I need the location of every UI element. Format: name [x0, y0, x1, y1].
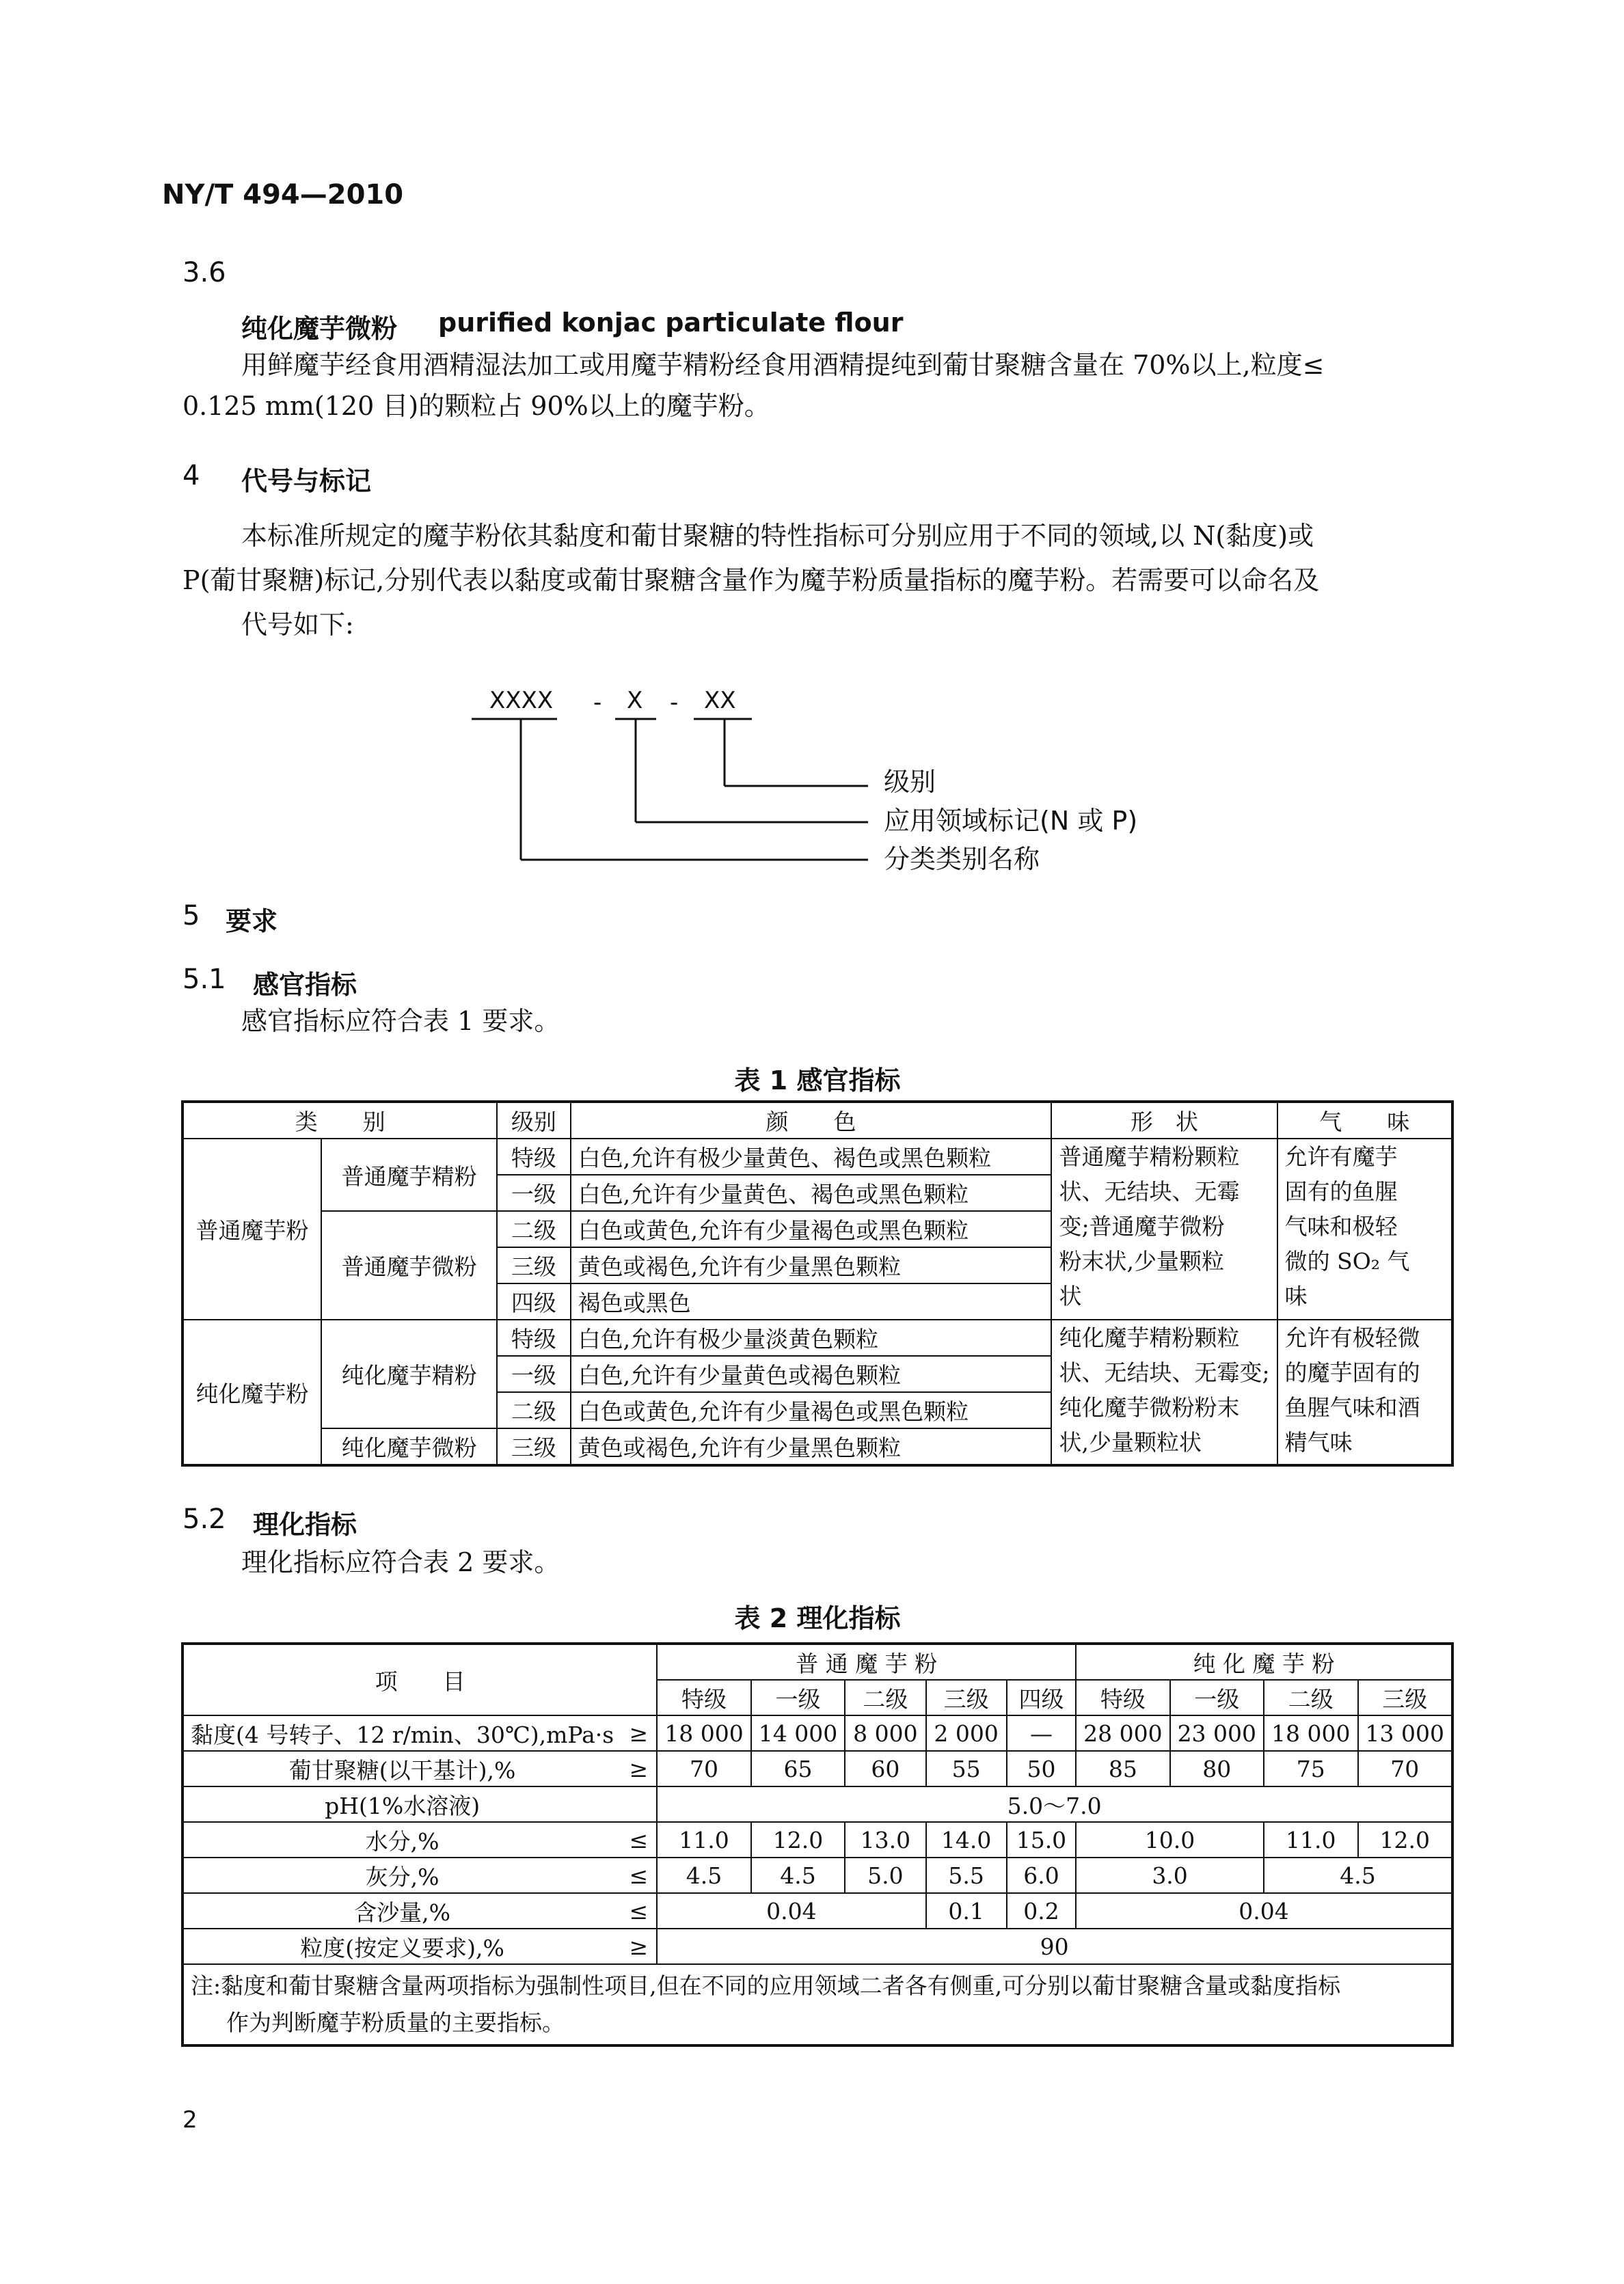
t1-shape-ordinary — [1051, 1139, 1277, 1320]
term-english: purified konjac particulate flour — [438, 308, 904, 338]
t1-color: 白色,允许有极少量淡黄色颗粒 — [571, 1320, 1052, 1356]
t2-row-symbol — [621, 1786, 657, 1822]
t1-sub-ordinary-refined: 普通魔芋精粉 — [321, 1139, 497, 1211]
label-class: 分类类别名称 — [884, 844, 1040, 874]
section-number-5-1: 5.1 — [182, 964, 226, 995]
t1-shape-ordinary-line: 状、无结块、无霉 — [1059, 1178, 1240, 1205]
section-text-5-2: 理化指标应符合表 2 要求。 — [241, 1547, 560, 1577]
code-segment-class: XXXX — [489, 687, 554, 714]
t2-grade-header: 三级 — [926, 1680, 1007, 1715]
t1-shape-purified-line: 纯化魔芋精粉颗粒 — [1059, 1324, 1240, 1351]
t1-shape-purified-line: 状、无结块、无霉变; — [1059, 1359, 1270, 1386]
section-number-5: 5 — [182, 900, 200, 932]
t2-cell: 18 000 — [1264, 1715, 1357, 1751]
t1-color: 白色,允许有少量黄色或褐色颗粒 — [571, 1356, 1052, 1392]
t1-smell-purified — [1277, 1320, 1452, 1465]
t1-shape-ordinary-line: 普通魔芋精粉颗粒 — [1059, 1143, 1240, 1170]
t2-cell: 15.0 — [1007, 1822, 1076, 1858]
t2-cell: 14 000 — [751, 1715, 845, 1751]
section-text-5-1: 感官指标应符合表 1 要求。 — [241, 1006, 560, 1036]
t2-cell-merged: 90 — [657, 1929, 1452, 1964]
t2-row-symbol: ≤ — [621, 1822, 657, 1858]
t1-grade: 三级 — [497, 1247, 570, 1283]
t2-cell: 80 — [1170, 1751, 1264, 1786]
t1-shape-ordinary-line: 状 — [1059, 1283, 1082, 1309]
t2-cell-merged: 0.04 — [657, 1893, 925, 1929]
t2-cell: 6.0 — [1007, 1858, 1076, 1893]
t1-smell-purified-line: 精气味 — [1284, 1429, 1353, 1456]
definition-line-1: 用鲜魔芋经食用酒精湿法加工或用魔芋精粉经食用酒精提纯到葡甘聚糖含量在 70%以上,粒度≤ — [241, 350, 1325, 380]
page-number: 2 — [182, 2106, 198, 2134]
t2-grade-header: 四级 — [1007, 1680, 1076, 1715]
t2-cell: — — [1007, 1715, 1076, 1751]
t2-cell: 11.0 — [1264, 1822, 1357, 1858]
t2-cell-merged: 0.04 — [1076, 1893, 1452, 1929]
t2-row-symbol: ≤ — [621, 1893, 657, 1929]
table-sensory — [181, 1100, 1454, 1467]
t2-cell-merged: 5.0～7.0 — [657, 1786, 1452, 1822]
t2-cell: 65 — [751, 1751, 845, 1786]
t2-cell: 4.5 — [657, 1858, 750, 1893]
t2-cell: 13 000 — [1358, 1715, 1453, 1751]
label-grade: 级别 — [884, 767, 936, 797]
para-4-line-2: P(葡甘聚糖)标记,分别代表以黏度或葡甘聚糖含量作为魔芋粉质量指标的魔芋粉。若需要可以命名及 — [182, 565, 1320, 595]
t2-grade-header: 特级 — [1076, 1680, 1169, 1715]
t2-row-label: pH(1%水溶液) — [182, 1786, 621, 1822]
t2-cell: 13.0 — [845, 1822, 925, 1858]
para-4-line-3: 代号如下: — [241, 610, 354, 640]
code-segment-field: X — [627, 687, 643, 714]
t2-grade-header: 二级 — [845, 1680, 925, 1715]
t2-cell-merged: 3.0 — [1076, 1858, 1264, 1893]
t1-shape-purified — [1051, 1320, 1277, 1465]
document-code: NY/T 494—2010 — [162, 179, 404, 210]
t2-row-symbol: ≥ — [621, 1751, 657, 1786]
t2-row-symbol: ≤ — [621, 1858, 657, 1893]
t1-grade: 二级 — [497, 1211, 570, 1247]
definition-line-2: 0.125 mm(120 目)的颗粒占 90%以上的魔芋粉。 — [182, 391, 770, 421]
t2-row-symbol: ≥ — [621, 1715, 657, 1751]
section-number-5-2: 5.2 — [182, 1504, 226, 1535]
t1-smell-ordinary-line: 味 — [1284, 1283, 1308, 1309]
t2-cell: 8 000 — [845, 1715, 925, 1751]
t2-row-symbol: ≥ — [621, 1929, 657, 1964]
t2-cell: 0.1 — [926, 1893, 1007, 1929]
t2-cell-merged: 10.0 — [1076, 1822, 1264, 1858]
t1-smell-ordinary-line: 固有的鱼腥 — [1284, 1178, 1398, 1205]
label-field: 应用领域标记(N 或 P) — [884, 806, 1138, 836]
t2-note-line-1: 注:黏度和葡甘聚糖含量两项指标为强制性项目,但在不同的应用领域二者各有侧重,可分别以葡甘聚糖含量或黏度指标 — [191, 1972, 1341, 1999]
t2-grade-header: 一级 — [1170, 1680, 1264, 1715]
t1-color: 黄色或褐色,允许有少量黑色颗粒 — [571, 1428, 1052, 1465]
t1-color: 白色或黄色,允许有少量褐色或黑色颗粒 — [571, 1392, 1052, 1428]
t2-cell: 5.5 — [926, 1858, 1007, 1893]
t1-smell-ordinary — [1277, 1139, 1452, 1320]
t2-cell: 12.0 — [751, 1822, 845, 1858]
t2-row-label: 水分,% — [182, 1822, 621, 1858]
t2-row-label: 黏度(4 号转子、12 r/min、30℃),mPa·s — [182, 1715, 621, 1751]
code-segment-grade: XX — [704, 687, 736, 714]
t1-color: 褐色或黑色 — [571, 1283, 1052, 1320]
t2-cell: 2 000 — [926, 1715, 1007, 1751]
t1-grade: 特级 — [497, 1320, 570, 1356]
t2-cell: 70 — [1358, 1751, 1453, 1786]
t1-smell-ordinary-line: 微的 SO₂ 气 — [1284, 1248, 1410, 1275]
t1-header-color: 颜 色 — [571, 1102, 1052, 1139]
section-title-5-1: 感官指标 — [253, 970, 357, 1000]
t2-cell: 4.5 — [751, 1858, 845, 1893]
code-dash-2: - — [670, 689, 679, 716]
t1-header-grade: 级别 — [497, 1102, 570, 1139]
section-number-4: 4 — [182, 460, 200, 491]
t1-grade: 二级 — [497, 1392, 570, 1428]
t1-header-smell: 气 味 — [1277, 1102, 1452, 1139]
t1-sub-ordinary-micro: 普通魔芋微粉 — [321, 1211, 497, 1320]
table-physicochemical — [181, 1642, 1454, 2047]
t2-cell: 11.0 — [657, 1822, 750, 1858]
t2-row-label: 粒度(按定义要求),% — [182, 1929, 621, 1964]
table2-caption: 表 2 理化指标 — [734, 1603, 901, 1633]
t1-color: 白色,允许有极少量黄色、褐色或黑色颗粒 — [571, 1139, 1052, 1175]
section-number-3-6: 3.6 — [182, 257, 226, 288]
t1-color: 白色或黄色,允许有少量褐色或黑色颗粒 — [571, 1211, 1052, 1247]
t2-header-ordinary: 普 通 魔 芋 粉 — [657, 1644, 1076, 1680]
t1-grade: 一级 — [497, 1175, 570, 1211]
section-title-4: 代号与标记 — [241, 466, 372, 496]
t2-row-label: 葡甘聚糖(以干基计),% — [182, 1751, 621, 1786]
term-chinese: 纯化魔芋微粉 — [241, 314, 398, 344]
t2-cell: 70 — [657, 1751, 750, 1786]
t1-sub-purified-refined: 纯化魔芋精粉 — [321, 1320, 497, 1428]
t2-cell: 14.0 — [926, 1822, 1007, 1858]
section-title-5: 要求 — [226, 906, 278, 936]
t1-color: 黄色或褐色,允许有少量黑色颗粒 — [571, 1247, 1052, 1283]
t2-cell-merged: 4.5 — [1264, 1858, 1452, 1893]
t1-category-purified: 纯化魔芋粉 — [182, 1320, 321, 1465]
t1-shape-purified-line: 状,少量颗粒状 — [1059, 1429, 1202, 1456]
t2-header-purified: 纯 化 魔 芋 粉 — [1076, 1644, 1452, 1680]
t1-smell-ordinary-line: 气味和极轻 — [1284, 1213, 1398, 1240]
t2-header-item: 项 目 — [182, 1644, 657, 1715]
t2-cell: 50 — [1007, 1751, 1076, 1786]
t1-category-ordinary: 普通魔芋粉 — [182, 1139, 321, 1320]
t1-shape-purified-line: 纯化魔芋微粉粉末 — [1059, 1394, 1240, 1421]
table1-caption: 表 1 感官指标 — [734, 1065, 901, 1096]
t2-cell: 28 000 — [1076, 1715, 1169, 1751]
para-4-line-1: 本标准所规定的魔芋粉依其黏度和葡甘聚糖的特性指标可分别应用于不同的领域,以 N(黏度)或 — [241, 521, 1314, 551]
code-diagram-lines — [0, 0, 1624, 888]
t2-cell: 23 000 — [1170, 1715, 1264, 1751]
t2-cell: 0.2 — [1007, 1893, 1076, 1929]
t2-note-line-2: 作为判断魔芋粉质量的主要指标。 — [226, 2009, 565, 2036]
t1-color: 白色,允许有少量黄色、褐色或黑色颗粒 — [571, 1175, 1052, 1211]
t2-cell: 18 000 — [657, 1715, 750, 1751]
t1-header-category: 类 别 — [182, 1102, 497, 1139]
t1-sub-purified-micro: 纯化魔芋微粉 — [321, 1428, 497, 1465]
t2-row-label: 含沙量,% — [182, 1893, 621, 1929]
t2-cell: 60 — [845, 1751, 925, 1786]
t1-smell-purified-line: 的魔芋固有的 — [1284, 1359, 1420, 1386]
t1-header-shape: 形 状 — [1051, 1102, 1277, 1139]
t2-cell: 12.0 — [1358, 1822, 1453, 1858]
t2-grade-header: 二级 — [1264, 1680, 1357, 1715]
t2-note — [182, 1964, 1452, 2045]
t1-grade: 一级 — [497, 1356, 570, 1392]
t1-shape-ordinary-line: 变;普通魔芋微粉 — [1059, 1213, 1225, 1240]
t2-cell: 5.0 — [845, 1858, 925, 1893]
t1-grade: 特级 — [497, 1139, 570, 1175]
section-title-5-2: 理化指标 — [253, 1510, 357, 1540]
t2-grade-header: 特级 — [657, 1680, 750, 1715]
t2-row-label: 灰分,% — [182, 1858, 621, 1893]
t2-cell: 85 — [1076, 1751, 1169, 1786]
code-dash-1: - — [593, 689, 602, 716]
t1-smell-ordinary-line: 允许有魔芋 — [1284, 1143, 1398, 1170]
t2-grade-header: 一级 — [751, 1680, 845, 1715]
t2-grade-header: 三级 — [1358, 1680, 1453, 1715]
t2-cell: 55 — [926, 1751, 1007, 1786]
t2-cell: 75 — [1264, 1751, 1357, 1786]
t1-grade: 三级 — [497, 1428, 570, 1465]
t1-smell-purified-line: 鱼腥气味和酒 — [1284, 1394, 1420, 1421]
t1-shape-ordinary-line: 粉末状,少量颗粒 — [1059, 1248, 1224, 1275]
t1-grade: 四级 — [497, 1283, 570, 1320]
t1-smell-purified-line: 允许有极轻微 — [1284, 1324, 1420, 1351]
